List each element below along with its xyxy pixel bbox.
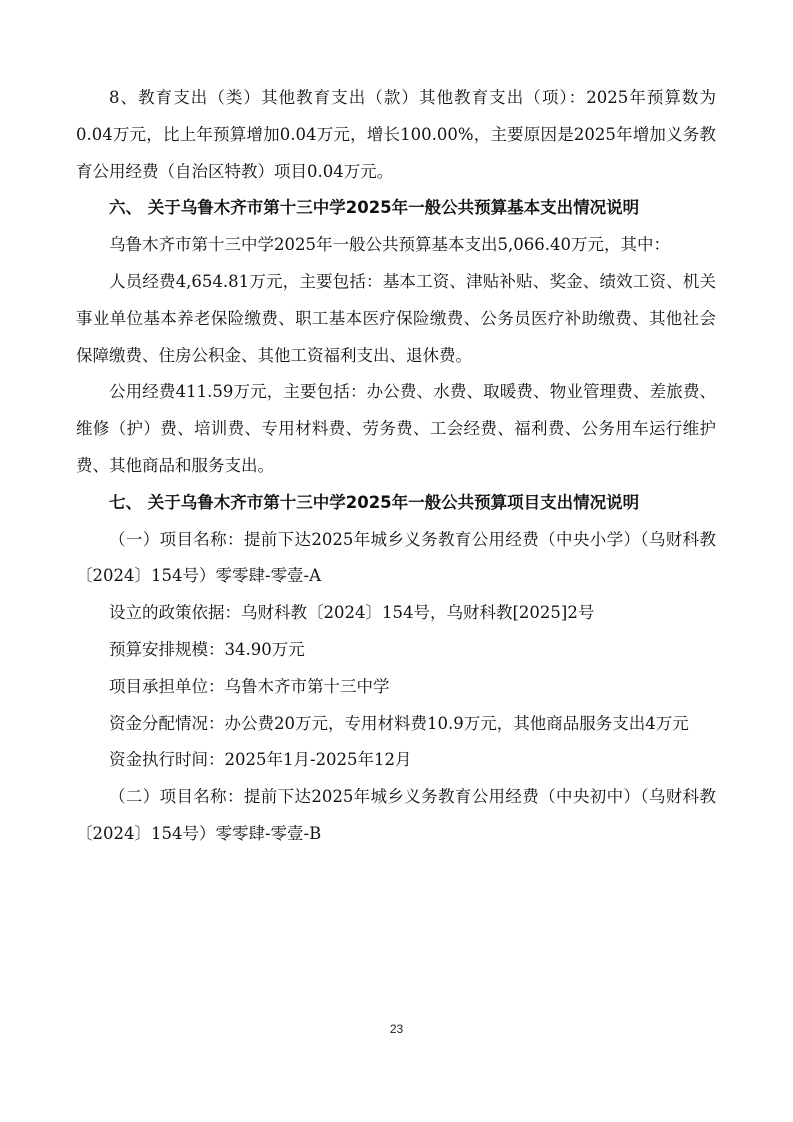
paragraph-project-1-fund-allocation: 资金分配情况：办公费20万元，专用材料费10.9万元，其他商品服务支出4万元 <box>109 713 689 733</box>
document-page <box>76 80 716 853</box>
page-number: 23 <box>389 1022 404 1036</box>
section-heading-basic-expenditure: 六、 关于乌鲁木齐市第十三中学2025年一般公共预算基本支出情况说明 <box>109 198 640 218</box>
paragraph-project-1-budget-scale: 预算安排规模：34.90万元 <box>109 639 305 659</box>
paragraph-project-1-policy-basis: 设立的政策依据：乌财科教〔2024〕154号，乌财科教[2025]2号 <box>109 603 595 623</box>
paragraph-project-2-name: （二）项目名称：提前下达2025年城乡义务教育公用经费（中央初中）（乌财科教〔2024〕154号）零零肆-零壹-B <box>76 787 716 843</box>
section-heading-project-expenditure: 七、 关于乌鲁木齐市第十三中学2025年一般公共预算项目支出情况说明 <box>109 492 640 512</box>
paragraph-education-other-expense: 8、教育支出（类）其他教育支出（款）其他教育支出（项）：2025年预算数为0.04万元，比上年预算增加0.04万元，增长100.00%，主要原因是2025年增加义务教育公用经费（自治区特教）项目0.04万元。 <box>76 88 716 181</box>
paragraph-public-expense: 公用经费411.59万元，主要包括：办公费、水费、取暖费、物业管理费、差旅费、维修（护）费、培训费、专用材料费、劳务费、工会经费、福利费、公务用车运行维护费、其他商品和服务支出。 <box>76 382 716 475</box>
paragraph-personnel-expense: 人员经费4,654.81万元，主要包括：基本工资、津贴补贴、奖金、绩效工资、机关事业单位基本养老保险缴费、职工基本医疗保险缴费、公务员医疗补助缴费、其他社会保障缴费、住房公积金、其他工资福利支出、退休费。 <box>76 271 716 365</box>
paragraph-project-1-name: （一）项目名称：提前下达2025年城乡义务教育公用经费（中央小学）（乌财科教〔2024〕154号）零零肆-零壹-A <box>76 529 716 586</box>
paragraph-basic-expenditure-total: 乌鲁木齐市第十三中学2025年一般公共预算基本支出5,066.40万元，其中： <box>109 235 670 255</box>
paragraph-project-1-execution-time: 资金执行时间：2025年1月-2025年12月 <box>109 750 412 770</box>
paragraph-project-1-undertaking-unit: 项目承担单位：乌鲁木齐市第十三中学 <box>109 676 390 696</box>
